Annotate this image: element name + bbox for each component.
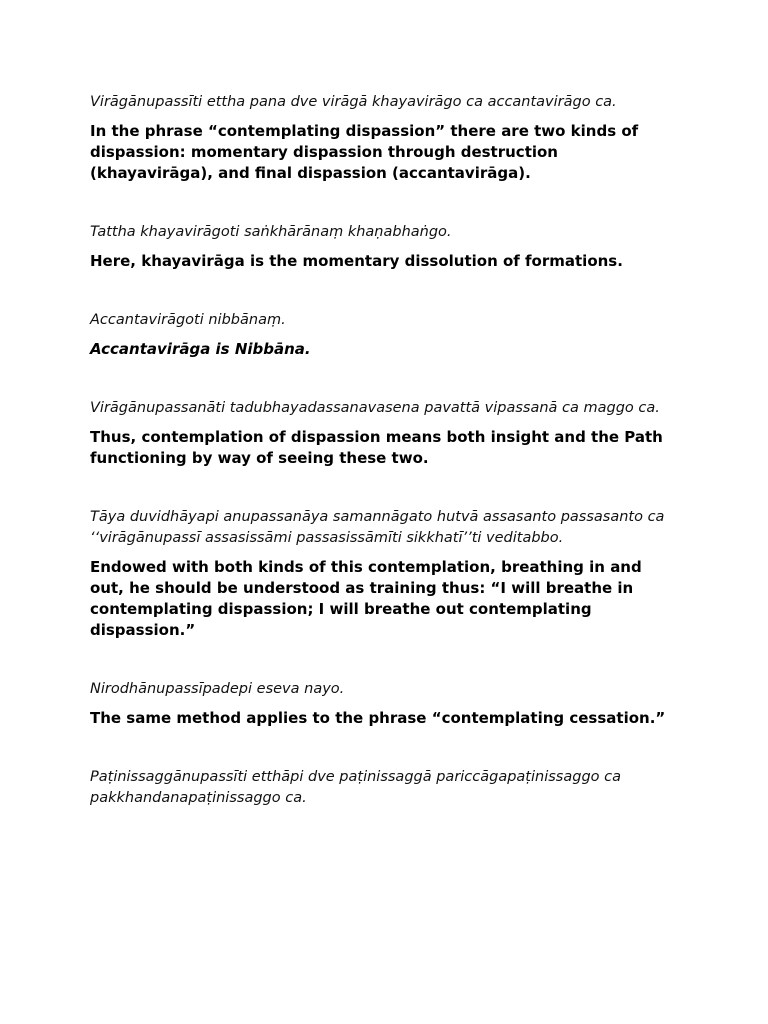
pali-text: Virāgānupassīti ettha pana dve virāgā khayavirāgo ca accantavirāgo ca. — [90, 94, 617, 110]
pali-text: Tattha khayavirāgoti saṅkhārānaṃ khaṇabhaṅgo. — [90, 224, 452, 240]
english-translation: In the phrase “contemplating dispassion” there are two kinds of dispassion: momentary dispassion through destruction (khayavirāga), and final dispassion (accantavirāga). — [90, 122, 639, 182]
passage-3 — [90, 310, 680, 360]
document-page — [90, 92, 680, 847]
passage-1 — [90, 92, 680, 184]
passage-5 — [90, 507, 680, 641]
english-translation: The same method applies to the phrase “contemplating cessation.” — [90, 709, 666, 727]
english-translation: Endowed with both kinds of this contemplation, breathing in and out, he should be understood as training thus: “I will breathe in contemplating dispassion; I will breathe out contemplating dispassion.” — [90, 558, 642, 639]
pali-text: Tāya duvidhāyapi anupassanāya samannāgato hutvā assasanto passasanto ca ‘‘virāgānupassī assasissāmi passasissāmīti sikkhatī’’ti veditabbo. — [90, 509, 665, 546]
passage-6 — [90, 679, 680, 729]
passage-4 — [90, 398, 680, 469]
english-translation: Accantavirāga is Nibbāna. — [90, 340, 311, 358]
pali-text: Virāgānupassanāti tadubhayadassanavasena pavattā vipassanā ca maggo ca. — [90, 400, 660, 416]
passage-7 — [90, 767, 680, 809]
english-translation: Here, khayavirāga is the momentary dissolution of formations. — [90, 252, 623, 270]
passage-2 — [90, 222, 680, 272]
pali-text: Nirodhānupassīpadepi eseva nayo. — [90, 681, 345, 697]
pali-text: Paṭinissaggānupassīti etthāpi dve paṭinissaggā pariccāgapaṭinissaggo ca pakkhandanapaṭinissaggo ca. — [90, 769, 621, 806]
pali-text: Accantavirāgoti nibbānaṃ. — [90, 312, 286, 328]
english-translation: Thus, contemplation of dispassion means both insight and the Path functioning by way of seeing these two. — [90, 428, 663, 467]
